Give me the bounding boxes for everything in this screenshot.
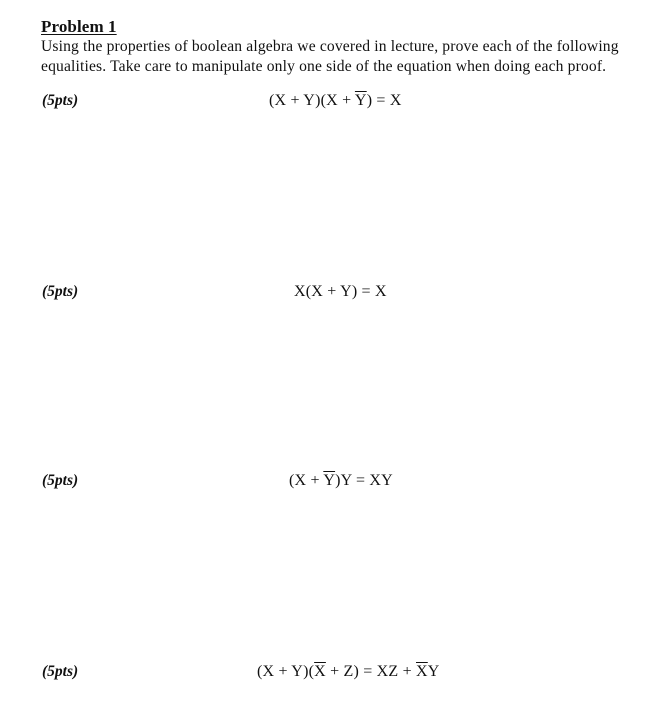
- proof-item-1: [0, 92, 669, 116]
- equation: [269, 92, 402, 110]
- equation-negated-term: $\overline{Y}$: [323, 472, 336, 489]
- instructions-line-1: Using the properties of boolean algebra we covered in lecture, prove each of the following: [41, 38, 619, 55]
- equation-part: + Z) = XZ +: [325, 663, 416, 680]
- problem-title: Problem 1: [41, 17, 117, 36]
- proof-item-4: [0, 663, 669, 687]
- instructions-line-2: equalities. Take care to manipulate only one side of the equation when doing each proof.: [41, 58, 607, 75]
- proof-item-2: [0, 283, 669, 307]
- equation-part: (X +: [289, 472, 324, 489]
- problem-instructions: [41, 37, 656, 77]
- equation-part: (X + Y)(X +: [269, 92, 355, 109]
- equation-negated-term: $\overline{Y}$: [354, 92, 367, 109]
- points-label: (5pts): [42, 472, 79, 489]
- equation-negated-term: $\overline{X}$: [314, 663, 326, 680]
- points-label: (5pts): [42, 283, 79, 300]
- points-label: (5pts): [42, 92, 79, 109]
- equation-part: X(X + Y) = X: [294, 283, 387, 300]
- equation-part: (X + Y)(: [257, 663, 315, 680]
- equation-part: )Y = XY: [335, 472, 393, 489]
- points-label: (5pts): [42, 663, 79, 680]
- equation-negated-term: $\overline{X}$: [416, 663, 428, 680]
- equation-part: ) = X: [366, 92, 402, 109]
- equation: [289, 472, 393, 490]
- proof-item-3: [0, 472, 669, 496]
- equation: [294, 283, 387, 301]
- equation: [257, 663, 440, 681]
- equation-part: Y: [427, 663, 440, 680]
